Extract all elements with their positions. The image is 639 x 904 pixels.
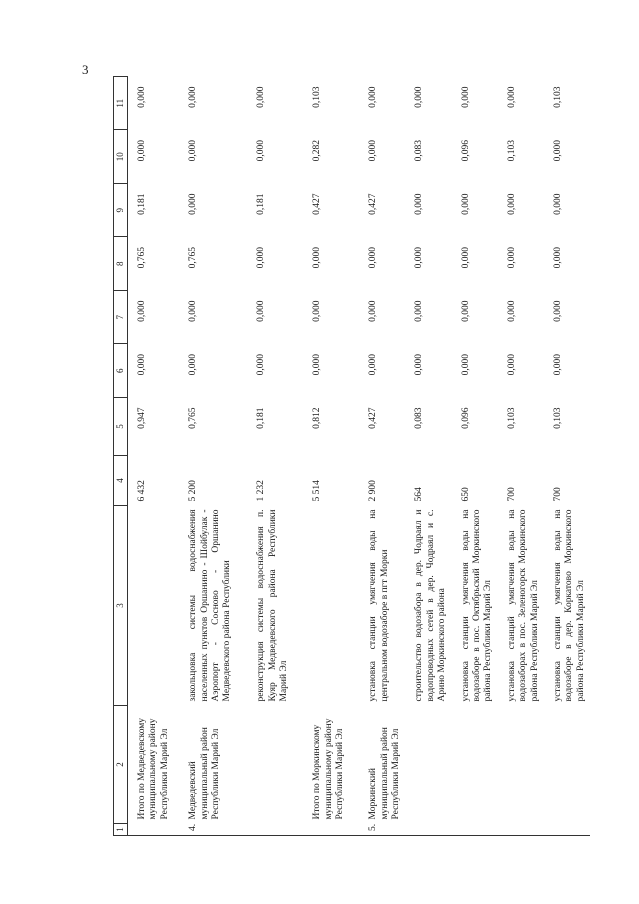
row-number (498, 824, 544, 836)
value-cell: 0,000 (414, 300, 425, 322)
data-table (113, 76, 590, 836)
value-cell: 5 200 (188, 480, 199, 502)
value-cell: 0,000 (414, 247, 425, 269)
value-cell: 0,181 (256, 407, 267, 429)
value-cell: 0,000 (414, 86, 425, 108)
table-row (544, 77, 590, 836)
header-cell: 7 (114, 291, 128, 345)
value-cell: 0,000 (312, 354, 323, 376)
value-cell: 650 (460, 487, 471, 502)
value-cell: 0,103 (552, 407, 563, 429)
value-cell: 0,000 (256, 86, 267, 108)
value-cell: 0,000 (506, 354, 517, 376)
value-cell: 0,000 (460, 300, 471, 322)
value-cell: 0,765 (188, 247, 199, 269)
header-cell: 8 (114, 237, 128, 291)
value-cell: 0,000 (136, 300, 147, 322)
municipality-cell (452, 706, 498, 824)
value-cell: 0,000 (312, 300, 323, 322)
value-cell: 0,000 (506, 300, 517, 322)
value-cell: 0,083 (414, 407, 425, 429)
value-cell: 2 900 (368, 480, 379, 502)
value-cell: 0,000 (368, 140, 379, 162)
value-cell: 0,000 (368, 300, 379, 322)
value-cell: 0,000 (552, 193, 563, 215)
value-cell: 0,000 (414, 354, 425, 376)
value-cell: 0,000 (256, 354, 267, 376)
municipality-cell: Медведевский муниципальный район Республики Марий Эл (188, 727, 222, 820)
municipality-cell (247, 706, 303, 824)
value-cell: 0,000 (460, 247, 471, 269)
table-row (179, 77, 247, 836)
row-number: 4. (179, 824, 247, 836)
value-cell: 0,000 (460, 193, 471, 215)
value-cell: 0,000 (188, 193, 199, 215)
object-cell (127, 506, 179, 706)
value-cell: 0,000 (552, 300, 563, 322)
table-row (452, 77, 498, 836)
value-cell: 0,000 (460, 86, 471, 108)
value-cell: 0,181 (136, 193, 147, 215)
value-cell: 700 (552, 487, 563, 502)
value-cell: 0,427 (368, 407, 379, 429)
object-cell: реконструкция системы водоснабжения п. Куяр Медведевского района Республики Марий Эл (256, 509, 290, 702)
value-cell: 700 (506, 487, 517, 502)
value-cell: 0,096 (460, 140, 471, 162)
row-number: 5. (359, 824, 405, 836)
value-cell: 0,427 (368, 193, 379, 215)
table-row (359, 77, 405, 836)
object-cell: строительство водозабора в дер. Чодраял и водопроводных сетей в дер. Чодраял и с. Аринo Моркинского района (414, 509, 448, 702)
row-number (303, 824, 359, 836)
value-cell: 0,000 (256, 247, 267, 269)
value-cell: 0,000 (188, 140, 199, 162)
value-cell: 0,000 (136, 354, 147, 376)
rotated-table-container (113, 76, 586, 836)
table-row (303, 77, 359, 836)
municipality-cell (498, 706, 544, 824)
value-cell: 0,000 (460, 354, 471, 376)
municipality-cell (544, 706, 590, 824)
value-cell: 0,000 (312, 247, 323, 269)
value-cell: 564 (414, 487, 425, 502)
header-row (114, 77, 128, 836)
header-cell: 10 (114, 130, 128, 184)
municipality-cell: Итого по Моркинскому муниципальному району Республики Марий Эл (312, 718, 346, 820)
municipality-cell: Итого по Медведевскому муниципальному району Республики Марий Эл (136, 717, 170, 820)
table-row (247, 77, 303, 836)
value-cell: 6 432 (136, 480, 147, 502)
value-cell: 0,000 (506, 193, 517, 215)
object-cell: установка станции умягчения воды на водозаборе в пос. Октябрьский Моркинского района Республики Марий Эл (460, 509, 494, 702)
header-cell: 5 (114, 398, 128, 456)
value-cell: 0,947 (136, 407, 147, 429)
header-cell: 1 (114, 824, 128, 836)
value-cell: 0,000 (188, 86, 199, 108)
table-row (127, 77, 179, 836)
table-row (405, 77, 451, 836)
value-cell: 0,765 (136, 247, 147, 269)
value-cell: 0,000 (552, 247, 563, 269)
value-cell: 0,000 (256, 300, 267, 322)
value-cell: 0,103 (506, 407, 517, 429)
municipality-cell (405, 706, 451, 824)
value-cell: 0,282 (312, 140, 323, 162)
value-cell: 0,812 (312, 407, 323, 429)
object-cell (303, 506, 359, 706)
object-cell: установка станции умягчения воды на центральном водозаборе в пгт Морки (368, 509, 390, 702)
value-cell: 0,000 (188, 354, 199, 376)
header-cell: 4 (114, 456, 128, 506)
row-number (452, 824, 498, 836)
row-number (544, 824, 590, 836)
value-cell: 0,096 (460, 407, 471, 429)
value-cell: 0,000 (552, 140, 563, 162)
object-cell: установка станции умягчения воды на водозаборе в дер. Коркатово Моркинского района Республики Марий Эл (552, 509, 586, 702)
row-number (247, 824, 303, 836)
header-cell: 6 (114, 344, 128, 398)
header-cell: 2 (114, 706, 128, 824)
page-number: 3 (82, 62, 89, 77)
value-cell: 0,000 (136, 86, 147, 108)
value-cell: 0,000 (368, 86, 379, 108)
value-cell: 0,000 (368, 354, 379, 376)
value-cell: 0,083 (414, 140, 425, 162)
object-cell: закольцовка системы водоснабжения населенных пунктов Оршанино - Шойбулак - Аэропорт - Сосново - Оршанино Медведевского района Республики (188, 509, 233, 702)
value-cell: 0,000 (368, 247, 379, 269)
value-cell: 0,000 (188, 300, 199, 322)
value-cell: 0,000 (552, 354, 563, 376)
value-cell: 0,765 (188, 407, 199, 429)
value-cell: 0,000 (256, 140, 267, 162)
value-cell: 0,103 (312, 86, 323, 108)
table-row (498, 77, 544, 836)
value-cell: 0,000 (136, 140, 147, 162)
value-cell: 0,103 (552, 86, 563, 108)
value-cell: 5 514 (312, 480, 323, 502)
header-cell: 11 (114, 77, 128, 131)
value-cell: 0,181 (256, 193, 267, 215)
value-cell: 0,103 (506, 140, 517, 162)
row-number (405, 824, 451, 836)
value-cell: 0,000 (506, 86, 517, 108)
header-cell: 3 (114, 506, 128, 706)
object-cell: установка станций умягчения воды на водозаборах в пос. Зеленогорск Моркинского района Республики Марий Эл (506, 509, 540, 702)
header-cell: 9 (114, 184, 128, 238)
value-cell: 1 232 (256, 480, 267, 502)
value-cell: 0,427 (312, 193, 323, 215)
value-cell: 0,000 (414, 193, 425, 215)
municipality-cell: Моркинский муниципальный район Республики Марий Эл (368, 727, 402, 820)
value-cell: 0,000 (506, 247, 517, 269)
row-number (127, 824, 179, 836)
